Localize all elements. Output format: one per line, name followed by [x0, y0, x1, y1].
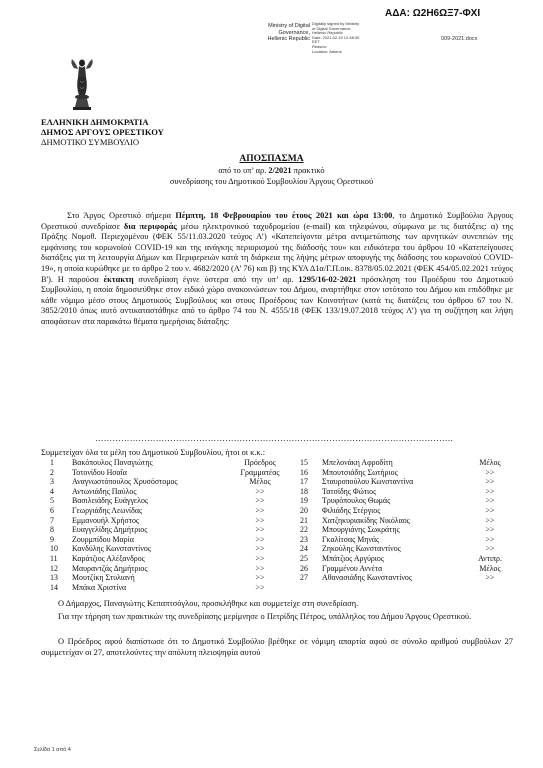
agenda-placeholder: ……………………………………………………………………………………………………………. [95, 434, 454, 443]
member-name: Τοτονίδου Ησαΐα [72, 467, 127, 477]
member-name: Μπουτσιάδης Σωτήριος [322, 467, 398, 477]
member-number: 17 [300, 477, 308, 487]
digital-signature-details [312, 22, 412, 54]
table-row [50, 573, 510, 583]
members-table [50, 458, 510, 592]
member-number: 20 [300, 505, 308, 515]
member-number: 5 [50, 496, 54, 506]
member-number: 16 [300, 467, 308, 477]
signer-line: Governance, [278, 29, 310, 36]
member-role: Αντιπρ. [478, 553, 502, 563]
member-number: 14 [50, 582, 58, 592]
member-number: 3 [50, 477, 54, 487]
member-role: Πρόεδρος [244, 458, 276, 467]
member-number: 4 [50, 486, 54, 496]
member-number [300, 583, 322, 593]
member-name: Βασιλειάδης Ευάγγελος [72, 496, 149, 506]
member-role: Μέλος [479, 458, 501, 467]
member-number: 2 [50, 467, 54, 477]
table-row [50, 544, 510, 554]
member-number: 7 [50, 515, 54, 525]
member-name: Μπάτζιος Αργύριος [322, 553, 384, 563]
member-role: >> [485, 486, 495, 496]
table-row [50, 525, 510, 535]
table-row [50, 535, 510, 545]
member-role: >> [485, 534, 495, 544]
ada-code: ΑΔΑ: Ω2Η6ΩΞ7-ΦΧΙ [385, 8, 481, 19]
member-name: Ευαγγελίδης Δημήτριος [72, 525, 148, 535]
signature-line: Digitally signed by Ministry [312, 21, 360, 26]
member-role: >> [485, 477, 495, 487]
table-row [50, 583, 510, 593]
member-number: 23 [300, 534, 308, 544]
member-number: 19 [300, 496, 308, 506]
member-role: >> [255, 505, 265, 515]
member-name: Μαυραντζάς Δημήτριος [72, 563, 148, 573]
signature-line: Hellenic Republic [312, 30, 343, 36]
member-role: Γραμματέας [240, 467, 280, 477]
member-number: 22 [300, 525, 308, 535]
page-number: Σελίδα 1 από 4 [34, 747, 71, 753]
member-number: 18 [300, 486, 308, 496]
member-name: Καράτζιος Αλέξανδρος [72, 553, 145, 563]
member-name: Αντωνιάδης Παύλος [72, 486, 137, 496]
member-name: Κανδύλης Κωνσταντίνος [72, 544, 151, 554]
member-role: >> [485, 467, 495, 477]
member-number: 15 [300, 458, 308, 467]
signature-line: EET [312, 39, 320, 45]
member-number: 27 [300, 573, 308, 583]
member-role: >> [485, 505, 495, 515]
member-name: Σταυροπούλου Κωνσταντίνα [322, 477, 414, 487]
member-role: >> [485, 573, 495, 583]
table-row [50, 496, 510, 506]
member-number: 1 [50, 458, 54, 467]
member-number: 13 [50, 573, 58, 583]
quorum-paragraph: Ο Πρόεδρος αφού διαπίστωσε ότι το Δημοτικό Συμβούλιο βρέθηκε σε νόμιμη απαρτία αφού σε σύνολο αριθμού συμβούλων 27 συμμετείχαν οι 27, αποτελούντες την απόλυτη πλειοψηφία αυτού [41, 637, 513, 657]
member-number: 8 [50, 525, 54, 535]
table-row [50, 506, 510, 516]
member-role: >> [255, 515, 265, 525]
member-role: >> [255, 553, 265, 563]
member-number: 9 [50, 534, 54, 544]
member-name: Ζουρμπίδου Μαρία [72, 534, 134, 544]
member-role: >> [255, 486, 265, 496]
member-role: >> [255, 496, 265, 506]
member-name: Μπελονάκη Αφροδίτη [322, 458, 393, 467]
signature-line: Date: 2021.02.19 12:48:30 [312, 34, 360, 40]
member-name: Τρυφόπουλος Θωμάς [322, 496, 391, 506]
member-role: >> [485, 525, 495, 535]
member-number: 10 [50, 544, 58, 554]
table-row [50, 458, 510, 468]
member-number: 25 [300, 553, 308, 563]
org-municipality: ΔΗΜΟΣ ΑΡΓΟΥΣ ΟΡΕΣΤΙΚΟΥ [41, 127, 164, 137]
member-name: Αναγνωστόπουλος Χρυσόστομος [72, 477, 178, 487]
member-role: >> [255, 582, 265, 592]
signature-line: Location: Athens [312, 48, 342, 54]
member-name: Βακόπουλος Παναγιώτης [72, 458, 153, 467]
member-role: >> [255, 563, 265, 573]
member-number: 24 [300, 544, 308, 554]
minutes-keeper-paragraph: Για την τήρηση των πρακτικών της συνεδρίασης μερίμνησε ο Πετρίδης Πέτρος, υπάλληλος του Δήμου Άργους Ορεστικού. [58, 612, 472, 621]
member-name: Αθανασιάδης Κωνσταντίνος [322, 573, 412, 583]
member-role: >> [255, 525, 265, 535]
signer-line: Ministry of Digital [268, 23, 310, 29]
member-name [322, 583, 470, 593]
member-name: Ζηκούλης Κωνσταντίνος [322, 544, 401, 554]
mayor-paragraph: Ο Δήμαρχος, Παναγιώτης Κεπαπτσόγλου, προσκλήθηκε και συμμετείχε στη συνεδρίαση. [58, 599, 359, 608]
intro-paragraph: Στο Άργος Ορεστικό σήμερα Πέμπτη, 18 Φεβρουαρίου του έτους 2021 και ώρα 13:00, το Δημοτικό Συμβούλιο Άργους Ορεστικού συνεδρίασε δια περιφοράς μέσω ηλεκτρονικού ταχυδρομείου (e-mail) και τηλεφώνου, σύμφωνα με τις διατάξεις: α) της Πράξης Νομοθ. Περιεχομένου (ΦΕΚ 55/11.03.2020 τεύχος Α’) «Κατεπείγοντα μέτρα αντιμετώπισης των αρνητικών συνεπειών της εμφάνισης του κορωνοϊού COVID-19 και της ανάγκης περιορισμού της διάδοσής του» και ειδικότερα του άρθρου 10 «Κατεπείγουσες διατάξεις για τη λειτουργία Δήμων και Περιφερειών κατά τη διάρκεια της λήψης μέτρων αποφυγής της διάδοσης του κορωνοϊού COVID-19», η οποία κυρώθηκε με το άρθρο 2 του ν. 4682/2020 (Α’ 76) και β) της ΚΥΑ Δ1α/Γ.Π.οικ. 8378/05.02.2021 (ΦΕΚ 454/05.02.2021 τεύχος Β'). Η παρούσα έκτακτη συνεδρίαση έγινε ύστερα από την υπ’ αρ. 1295/16-02-2021 πρόσκληση του Προέδρου του Δημοτικού Συμβουλίου, η οποία δημοσιεύθηκε στον ειδικό χώρο ανακοινώσεων του Δήμου, αναρτήθηκε στον ιστότοπο του Δήμου και επιδόθηκε με κάθε νόμιμο μέσο στους Δημοτικούς Συμβούλους και στους Προέδρους των Κοινοτήτων (κατά τις διατάξεις του άρθρου 67 του Ν. 3852/2010 όπως αυτό αντικαταστάθηκε από το άρθρο 74 του Ν. 4555/18 (ΦΕΚ 133/19.07.2018 τεύχος Α’) για τη συζήτηση και λήψη αποφάσεων στα παρακάτω θέματα ημερήσιας διάταξης: [41, 211, 514, 326]
member-name: Τατσίδης Φώτιος [322, 486, 377, 496]
member-number: 26 [300, 563, 308, 573]
member-name: Εμμανουήλ Χρήστος [72, 515, 140, 525]
org-council: ΔΗΜΟΤΙΚΟ ΣΥΜΒΟΥΛΙΟ [41, 137, 140, 147]
member-role: >> [255, 534, 265, 544]
member-role: >> [485, 496, 495, 506]
minutes-reference: από το υπ’ αρ. 2/2021 πρακτικό [218, 166, 325, 175]
member-role [470, 583, 510, 593]
member-name: Γκαλίτσας Μηνάς [322, 534, 380, 544]
member-role: >> [255, 544, 265, 554]
member-number: 12 [50, 563, 58, 573]
member-name: Γεωργιάδης Λεωνίδας [72, 505, 143, 515]
member-name: Μπάκα Χριστίνα [72, 582, 127, 592]
table-row [50, 477, 510, 487]
member-number: 21 [300, 515, 308, 525]
member-role: >> [485, 515, 495, 525]
table-row [50, 468, 510, 478]
session-subtitle: συνεδρίασης του Δημοτικού Συμβουλίου Άργους Ορεστικού [169, 177, 374, 186]
table-row [50, 516, 510, 526]
member-name: Φιλιάδης Στέργιος [322, 505, 381, 515]
org-country: ΕΛΛΗΝΙΚΗ ΔΗΜΟΚΡΑΤΙΑ [41, 117, 149, 127]
member-role: >> [485, 544, 495, 554]
member-name: Χατζηκυριακίδης Νικόλαος [322, 515, 410, 525]
member-role: Μέλος [479, 563, 501, 573]
member-name: Μπουργιάνης Σωκράτης [322, 525, 400, 535]
digital-signer [250, 23, 310, 43]
member-name: Γραμμένου Αννέτα [322, 563, 383, 573]
greek-emblem-icon [67, 57, 97, 111]
table-row [50, 487, 510, 497]
member-number: 6 [50, 505, 54, 515]
signature-line: of Digital Governance, [312, 25, 352, 31]
attendance-heading: Συμμετείχαν όλα τα μέλη του Δημοτικού Συμβουλίου, ήτοι οι κ.κ.: [41, 448, 266, 457]
document-filename: 009-2021.docx [441, 36, 478, 42]
table-row [50, 564, 510, 574]
signer-line: Hellenic Republic [267, 36, 310, 42]
table-row [50, 554, 510, 564]
member-role: >> [255, 573, 265, 583]
member-number: 11 [50, 553, 58, 563]
member-role: Μέλος [249, 477, 271, 487]
organization-block [41, 117, 164, 147]
member-name: Μουτζίκη Στυλιανή [72, 573, 135, 583]
signature-line: Reason: [312, 43, 327, 49]
document-title: ΑΠΟΣΠΑΣΜΑ [239, 154, 304, 164]
